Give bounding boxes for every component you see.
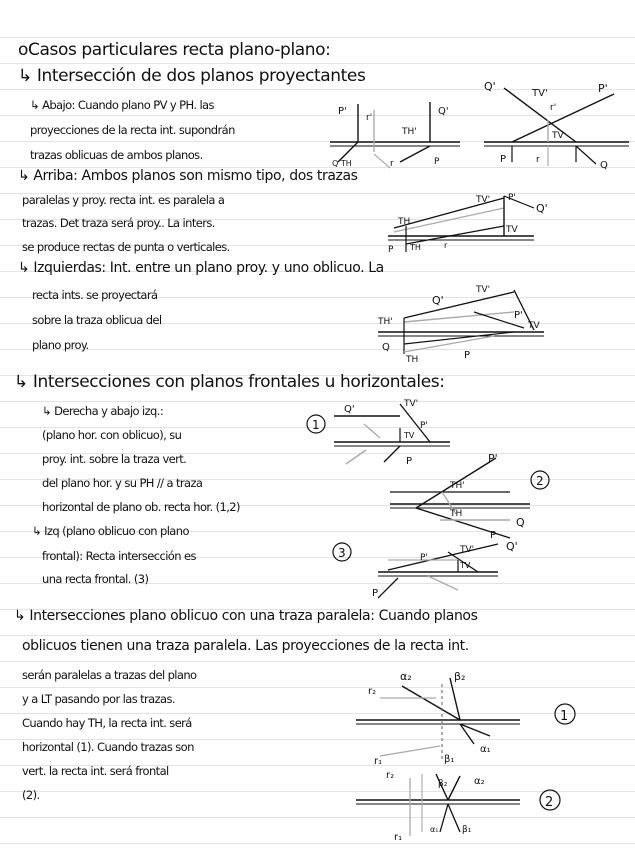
label-q-th: Q TH: [332, 159, 352, 168]
text-vert-frontal: vert. la recta int. será frontal: [22, 764, 169, 778]
text-2: (2).: [22, 788, 40, 802]
label-p: P: [434, 157, 440, 167]
label-alpha-1: α₁: [430, 825, 439, 834]
number-2: 2: [536, 474, 544, 488]
figure-planos-pv-ph: [330, 92, 460, 172]
label-r2: r₂: [386, 770, 395, 781]
label-tv-prime: TV': [404, 399, 419, 409]
label-tv-prime: TV': [460, 545, 475, 555]
text-derecha-abajo: ↳ Derecha y abajo izq.:: [42, 404, 164, 418]
label-r: r: [444, 241, 448, 250]
label-beta-2: β₂: [454, 670, 466, 683]
text-horizontal-plano: horizontal de plano ob. recta hor. (1,2): [42, 500, 240, 514]
label-q: Q: [600, 160, 608, 171]
text-proy-int: proy. int. sobre la traza vert.: [42, 452, 187, 466]
label-r-prime: r': [550, 103, 557, 113]
heading-interseccion-traza-paralela: ↳ Intersecciones plano oblicuo con una traza paralela: Cuando planos: [14, 608, 478, 624]
text-recta-frontal: una recta frontal. (3): [42, 572, 149, 586]
label-th-2: TH: [410, 243, 421, 252]
label-p-prime: P': [514, 310, 523, 321]
text-recta-interseccion: frontal): Recta intersección es: [42, 549, 196, 563]
label-beta-1: β₁: [462, 825, 472, 835]
heading-intersecciones-frontales: ↳ Intersecciones con planos frontales u horizontales:: [14, 372, 445, 392]
label-th: TH: [398, 217, 411, 227]
label-p: P: [406, 456, 413, 467]
text-izquierdas: ↳ Izquierdas: Int. entre un plano proy. y uno oblicuo. La: [18, 260, 384, 276]
figure-oblicuo-paralela-2: [350, 766, 590, 846]
label-r2: r₂: [368, 686, 377, 697]
label-q-prime: Q': [536, 202, 548, 215]
text-oblicuos-traza: oblicuos tienen una traza paralela. Las proyecciones de la recta int.: [22, 638, 469, 654]
figure-planos-cruzados: [484, 76, 629, 176]
label-p: P: [388, 245, 394, 255]
figure-proyectante-oblicuo: [364, 282, 554, 364]
text-horizontal-1: horizontal (1). Cuando trazas son: [22, 740, 194, 754]
label-th: TH: [450, 509, 463, 519]
label-tv: TV: [506, 225, 518, 235]
text-det-traza: trazas. Det traza será proy.. La inters.: [22, 216, 215, 230]
label-tv: TV: [528, 321, 540, 331]
subheading-interseccion-proyectantes: ↳ Intersección de dos planos proyectantes: [18, 66, 366, 86]
text-proyecciones: proyecciones de la recta int. supondrán: [30, 123, 235, 137]
label-p-prime: P': [508, 193, 516, 203]
text-trazas-oblicuas: trazas oblicuas de ambos planos.: [30, 148, 203, 162]
number-1: 1: [312, 418, 320, 432]
text-plano-proy: plano proy.: [32, 338, 89, 352]
label-q-prime: Q': [484, 80, 496, 93]
label-tv: TV: [404, 431, 415, 440]
label-th-prime: TH': [378, 317, 393, 327]
label-tv-prime: TV': [476, 195, 491, 205]
label-p: P: [464, 350, 471, 361]
label-q: Q: [516, 516, 525, 529]
label-p-prime: P': [598, 82, 608, 95]
number-1: 1: [560, 709, 569, 724]
label-q: Q: [382, 342, 390, 353]
label-p-prime: P': [488, 452, 498, 465]
text-arriba: ↳ Arriba: Ambos planos son mismo tipo, dos trazas: [18, 168, 358, 184]
label-r1: r₁: [374, 756, 383, 767]
label-alpha-1: α₁: [480, 744, 491, 755]
label-p-prime: P': [420, 553, 428, 563]
text-lt-trazas: y a LT pasando por las trazas.: [22, 692, 175, 706]
label-tv-prime: TV': [476, 285, 491, 295]
label-alpha-2: α₂: [474, 776, 485, 787]
label-r: r: [536, 155, 540, 165]
text-plano-hor: (plano hor. con oblicuo), su: [42, 428, 182, 442]
label-tv-prime: TV': [532, 88, 548, 99]
label-th-prime: TH': [450, 481, 465, 491]
label-r1: r₁: [394, 832, 403, 843]
label-tv: TV: [460, 561, 471, 570]
heading-casos-particulares: oCasos particulares recta plano-plano:: [18, 40, 331, 60]
number-3: 3: [338, 546, 346, 560]
figure-trazas-paralelas: [384, 188, 564, 260]
label-r-prime: r': [366, 113, 373, 123]
text-recta-ints: recta ints. se proyectará: [32, 288, 158, 302]
label-th: TH: [406, 355, 419, 365]
label-p-prime: P': [338, 106, 347, 117]
text-seran-paralelas: serán paralelas a trazas del plano: [22, 668, 197, 682]
label-tv: TV: [552, 131, 564, 141]
number-2: 2: [545, 795, 554, 810]
label-r: r: [390, 159, 394, 169]
label-q-prime: Q': [432, 294, 444, 307]
label-p-prime: P': [420, 421, 428, 431]
text-paralelas: paralelas y proy. recta int. es paralela a: [22, 193, 225, 207]
figure-frontal-3: [328, 530, 548, 610]
text-abajo: ↳ Abajo: Cuando plano PV y PH. las: [30, 98, 214, 112]
text-izq-oblicuo: ↳ Izq (plano oblicuo con plano: [32, 524, 189, 538]
label-beta-1: β₁: [444, 754, 455, 765]
label-q-prime: Q': [344, 404, 355, 415]
label-alpha-2: α₂: [400, 670, 412, 683]
label-th-prime: TH': [402, 127, 417, 137]
label-q-prime: Q': [506, 540, 518, 553]
label-p: P: [372, 588, 379, 599]
text-plano-hor-ph: del plano hor. y su PH // a traza: [42, 476, 203, 490]
text-sobre-traza: sobre la traza oblicua del: [32, 313, 162, 327]
label-q-prime: Q': [438, 106, 449, 117]
label-beta-2: β₂: [438, 779, 448, 789]
label-p: P: [500, 154, 507, 165]
text-cuando-th: Cuando hay TH, la recta int. será: [22, 716, 192, 730]
label-p: P: [490, 530, 497, 541]
text-rectas-punta: se produce rectas de punta o verticales.: [22, 240, 230, 254]
figure-horizontal-2: [380, 452, 565, 542]
figure-oblicuo-paralela-1: [350, 664, 590, 769]
